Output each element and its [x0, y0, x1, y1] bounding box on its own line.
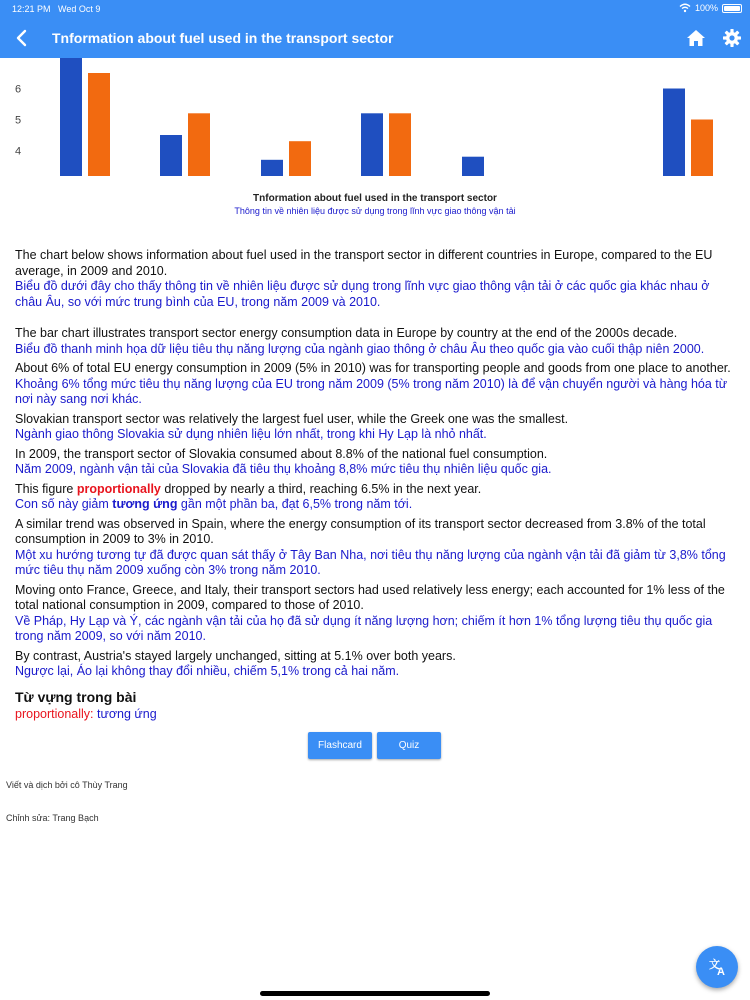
text-segment: This figure: [15, 481, 77, 496]
svg-text:A: A: [717, 966, 725, 978]
page-title: Tnformation about fuel used in the transport sector: [52, 30, 394, 46]
battery-icon: [722, 4, 742, 13]
status-date: Wed Oct 9: [58, 4, 101, 14]
article-content: [15, 248, 737, 684]
bar-chart: [0, 58, 750, 176]
home-icon[interactable]: [686, 28, 706, 48]
y-tick-label: 5: [14, 114, 22, 127]
back-chevron-icon[interactable]: [10, 26, 34, 50]
paragraph-english: A similar trend was observed in Spain, where the energy consumption of its transport sector decreased from 3.8% of the total consumption in 2009 to 3% in 2010.: [15, 516, 706, 546]
translate-icon: [696, 946, 738, 988]
paragraph: [15, 326, 737, 357]
text-segment: gần một phần ba, đạt 6,5% trong năm tới.: [177, 497, 413, 511]
home-indicator: [260, 991, 490, 996]
bar-mark: [691, 120, 713, 177]
paragraph-english: In 2009, the transport sector of Slovakia consumed about 8.8% of the national fuel consumption.: [15, 446, 548, 461]
status-right: [679, 3, 742, 13]
battery-percent: 100%: [694, 3, 718, 13]
paragraph-vietnamese: [15, 497, 737, 513]
bar-mark: [261, 160, 283, 176]
status-bar: [0, 0, 750, 18]
paragraph: [15, 248, 737, 310]
paragraph-vietnamese: Năm 2009, ngành vận tải của Slovakia đã tiêu thụ khoảng 8,8% mức tiêu thụ nhiên liệu quốc gia.: [15, 462, 552, 476]
paragraph-english: By contrast, Austria's stayed largely unchanged, sitting at 5.1% over both years.: [15, 648, 456, 663]
bar-mark: [462, 157, 484, 176]
highlighted-translation[interactable]: tương ứng: [112, 497, 178, 511]
vocab-heading: Từ vựng trong bài: [15, 689, 137, 705]
paragraph-english: The bar chart illustrates transport sector energy consumption data in Europe by country at the end of the 2000s decade.: [15, 326, 678, 340]
status-time: 12:21 PM: [12, 4, 51, 14]
paragraph-english: The chart below shows information about fuel used in the transport sector in different countries in Europe, compared to the EU average, in 2009 and 2010.: [15, 248, 713, 278]
bar-mark: [663, 89, 685, 177]
vocab-meaning: tương ứng: [97, 707, 157, 721]
paragraph: [15, 412, 737, 443]
paragraph-vietnamese: Biểu đồ thanh minh họa dữ liệu tiêu thụ năng lượng của ngành giao thông ở châu Âu theo quốc gia vào cuối thập niên 2000.: [15, 341, 705, 356]
chart-caption: [0, 193, 750, 216]
bar-mark: [160, 135, 182, 176]
paragraph: [15, 517, 737, 579]
paragraph-english: About 6% of total EU energy consumption in 2009 (5% in 2010) was for transporting people and goods from one place to another.: [15, 361, 731, 375]
bar-mark: [289, 141, 311, 176]
chart-subtitle: Thông tin về nhiên liệu được sử dụng trong lĩnh vực giao thông vận tải: [234, 206, 516, 216]
paragraph: [15, 583, 737, 645]
y-tick-label: 6: [14, 83, 22, 96]
vocab-word: proportionally: [15, 707, 91, 721]
paragraph-english: Slovakian transport sector was relatively the largest fuel user, while the Greek one was the smallest.: [15, 411, 569, 426]
paragraph-vietnamese: Ngành giao thông Slovakia sử dụng nhiên liệu lớn nhất, trong khi Hy Lạp là nhỏ nhất.: [15, 427, 487, 441]
svg-text:文: 文: [709, 959, 720, 971]
paragraph-vietnamese: Biểu đồ dưới đây cho thấy thông tin về nhiên liệu được sử dụng trong lĩnh vực giao thông vận tải ở các quốc gia khác nhau ở châu Âu, so với mức trung bình của EU, trong năm 2009 và 2010.: [15, 279, 710, 309]
gear-icon[interactable]: [722, 28, 742, 48]
paragraph: [15, 361, 737, 408]
bar-mark: [389, 113, 411, 176]
bar-mark: [188, 113, 210, 176]
vocab-separator: :: [90, 707, 97, 721]
quiz-button[interactable]: Quiz: [377, 732, 441, 759]
author-credit: Viết và dịch bởi cô Thùy Trang: [6, 780, 128, 790]
bar-mark: [88, 73, 110, 176]
y-tick-label: 4: [14, 145, 22, 158]
nav-bar: [0, 18, 750, 58]
text-segment: Con số này giảm: [15, 497, 113, 511]
editor-credit: Chỉnh sửa: Trang Bạch: [6, 813, 99, 823]
paragraph-english: [15, 482, 737, 498]
paragraph-vietnamese: Ngược lại, Áo lại không thay đổi nhiều, chiếm 5,1% trong cả hai năm.: [15, 664, 400, 678]
chart-title: Tnformation about fuel used in the transport sector: [253, 193, 497, 204]
text-segment: dropped by nearly a third, reaching 6.5% in the next year.: [160, 481, 482, 496]
paragraph-vietnamese: Về Pháp, Hy Lạp và Ý, các ngành vận tải của họ đã sử dụng ít năng lượng hơn; chiếm ít hơn 1% tổng lượng tiêu thụ quốc gia trong năm 2009, so với năm 2010.: [15, 613, 713, 643]
bar-mark: [60, 58, 82, 176]
paragraph-vietnamese: Một xu hướng tương tự đã được quan sát thấy ở Tây Ban Nha, nơi tiêu thụ năng lượng của ngành vận tải đã giảm từ 3,8% tổng mức tiêu thụ năm 2009 xuống còn 3% trong năm 2010.: [15, 547, 726, 577]
translate-button[interactable]: [696, 946, 738, 988]
paragraph: [15, 482, 737, 513]
flashcard-button[interactable]: Flashcard: [308, 732, 372, 759]
bar-mark: [361, 113, 383, 176]
paragraph-vietnamese: Khoảng 6% tổng mức tiêu thụ năng lượng của EU trong năm 2009 (5% trong năm 2010) là để vận chuyển người và hàng hóa từ nơi này sang nơi khác.: [15, 376, 728, 406]
paragraph: [15, 447, 737, 478]
paragraph-english: Moving onto France, Greece, and Italy, their transport sectors had used relatively less energy; each accounted for 1% less of the total national consumption in 2009, compared to those of 2010.: [15, 582, 725, 612]
paragraph: [15, 649, 737, 680]
highlighted-word[interactable]: proportionally: [76, 481, 161, 496]
wifi-icon: [679, 3, 691, 13]
vocab-item: [15, 707, 157, 721]
